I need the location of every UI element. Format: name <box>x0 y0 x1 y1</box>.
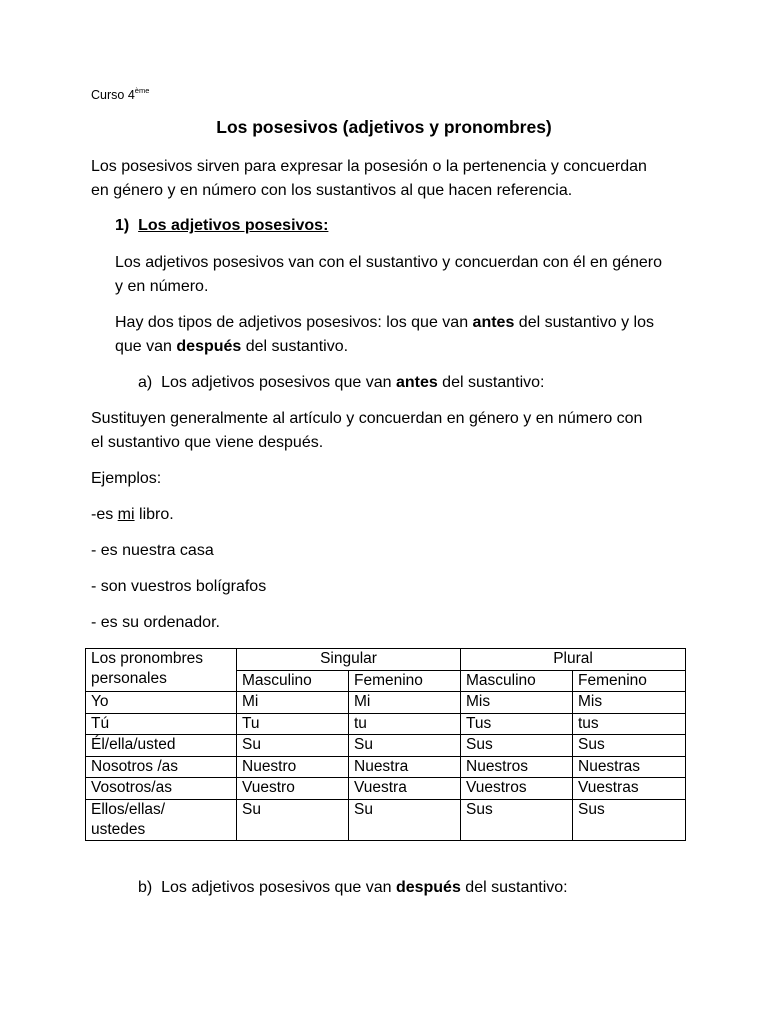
subsection-a-bold: antes <box>395 374 438 391</box>
example-1 <box>91 503 174 527</box>
table-cell: Sus <box>573 799 686 840</box>
table-cell: Vosotros/as <box>86 778 237 800</box>
course-text: Curso 4 <box>91 88 135 103</box>
table-cell: Nosotros /as <box>86 756 237 778</box>
table-cell: Su <box>349 735 461 757</box>
section-1-number: 1) <box>115 217 130 234</box>
table-cell: Yo <box>86 692 237 714</box>
section-1-p2-line-1 <box>115 311 654 335</box>
section-1-title: Los adjetivos posesivos: <box>138 217 329 234</box>
table-cell: Su <box>237 735 349 757</box>
header-singular: Singular <box>237 649 461 671</box>
header-pronouns-line-1: Los pronombres <box>91 650 204 667</box>
subsection-a-text: Los adjetivos posesivos que van <box>161 374 396 391</box>
table-cell: Vuestra <box>349 778 461 800</box>
document-title: Los posesivos (adjetivos y pronombres) <box>216 117 552 137</box>
example-3: - son vuestros bolígrafos <box>91 578 267 595</box>
section-1-heading <box>115 214 328 238</box>
table-cell: Nuestras <box>573 756 686 778</box>
table-row <box>86 713 686 735</box>
example-1-text: -es <box>91 506 118 523</box>
subsection-a-letter: a) <box>138 374 153 391</box>
subheader-cell: Masculino <box>461 670 573 692</box>
subsection-a-heading <box>138 371 544 395</box>
table-cell: Nuestra <box>349 756 461 778</box>
table-cell: Tus <box>461 713 573 735</box>
table-cell: tu <box>349 713 461 735</box>
table-cell: Mis <box>573 692 686 714</box>
p2-text-part: del sustantivo. <box>241 338 349 355</box>
subsection-b-text: Los adjetivos posesivos que van <box>161 879 396 896</box>
course-superscript: ème <box>134 86 150 95</box>
table-row <box>86 778 686 800</box>
subheader-cell: Masculino <box>237 670 349 692</box>
subsection-a-desc-line-2: el sustantivo que viene después. <box>91 434 324 451</box>
intro-line-2: en género y en número con los sustantivos al que hacen referencia. <box>91 182 573 199</box>
last-row-pronoun-line-1: Ellos/ellas/ <box>91 800 166 818</box>
table-cell: Su <box>237 799 349 840</box>
possessives-table <box>85 648 686 841</box>
intro-line-1: Los posesivos sirven para expresar la posesión o la pertenencia y concuerdan <box>91 158 647 175</box>
table-cell: Mis <box>461 692 573 714</box>
table-cell: Sus <box>573 735 686 757</box>
p2-bold-antes: antes <box>472 314 515 331</box>
subheader-cell: Femenino <box>573 670 686 692</box>
table-cell <box>86 799 237 840</box>
table-row <box>86 756 686 778</box>
subheader-cell: Femenino <box>349 670 461 692</box>
table-cell: tus <box>573 713 686 735</box>
last-row-pronoun-line-2: ustedes <box>91 820 146 838</box>
table-cell: Nuestro <box>237 756 349 778</box>
subsection-b-bold: después <box>395 879 461 896</box>
table-cell: Mi <box>349 692 461 714</box>
header-plural: Plural <box>461 649 686 671</box>
table-cell: Tú <box>86 713 237 735</box>
section-1-p1-line-2: y en número. <box>115 278 209 295</box>
subsection-b-letter: b) <box>138 879 153 896</box>
subsection-b-heading <box>138 876 568 900</box>
example-2: - es nuestra casa <box>91 542 214 559</box>
header-pronouns-cell <box>86 649 237 692</box>
table-cell: Tu <box>237 713 349 735</box>
table-header-row <box>86 649 686 671</box>
course-label <box>91 87 149 102</box>
table-row <box>86 735 686 757</box>
p2-bold-despues: después <box>176 338 242 355</box>
table-cell: Vuestros <box>461 778 573 800</box>
table-cell: Él/ella/usted <box>86 735 237 757</box>
p2-text-part: que van <box>115 338 177 355</box>
p2-text-part: Hay dos tipos de adjetivos posesivos: los que van <box>115 314 473 331</box>
table-cell: Sus <box>461 735 573 757</box>
table-cell: Sus <box>461 799 573 840</box>
example-4: - es su ordenador. <box>91 614 220 631</box>
table-cell: Nuestros <box>461 756 573 778</box>
header-pronouns-line-2: personales <box>91 670 167 687</box>
section-1-p2-line-2 <box>115 335 348 359</box>
table-row <box>86 692 686 714</box>
examples-label: Ejemplos: <box>91 470 162 487</box>
example-1-underlined: mi <box>117 506 135 523</box>
subsection-a-desc-line-1: Sustituyen generalmente al artículo y concuerdan en género y en número con <box>91 410 643 427</box>
section-1-p1-line-1: Los adjetivos posesivos van con el sustantivo y concuerdan con él en género <box>115 254 663 271</box>
p2-text-part: del sustantivo y los <box>514 314 654 331</box>
example-1-text-end: libro. <box>134 506 174 523</box>
table-row <box>86 799 686 840</box>
subsection-b-text-end: del sustantivo: <box>460 879 568 896</box>
subsection-a-text-end: del sustantivo: <box>437 374 545 391</box>
table-cell: Vuestro <box>237 778 349 800</box>
table-cell: Vuestras <box>573 778 686 800</box>
table-cell: Su <box>349 799 461 840</box>
table-cell: Mi <box>237 692 349 714</box>
